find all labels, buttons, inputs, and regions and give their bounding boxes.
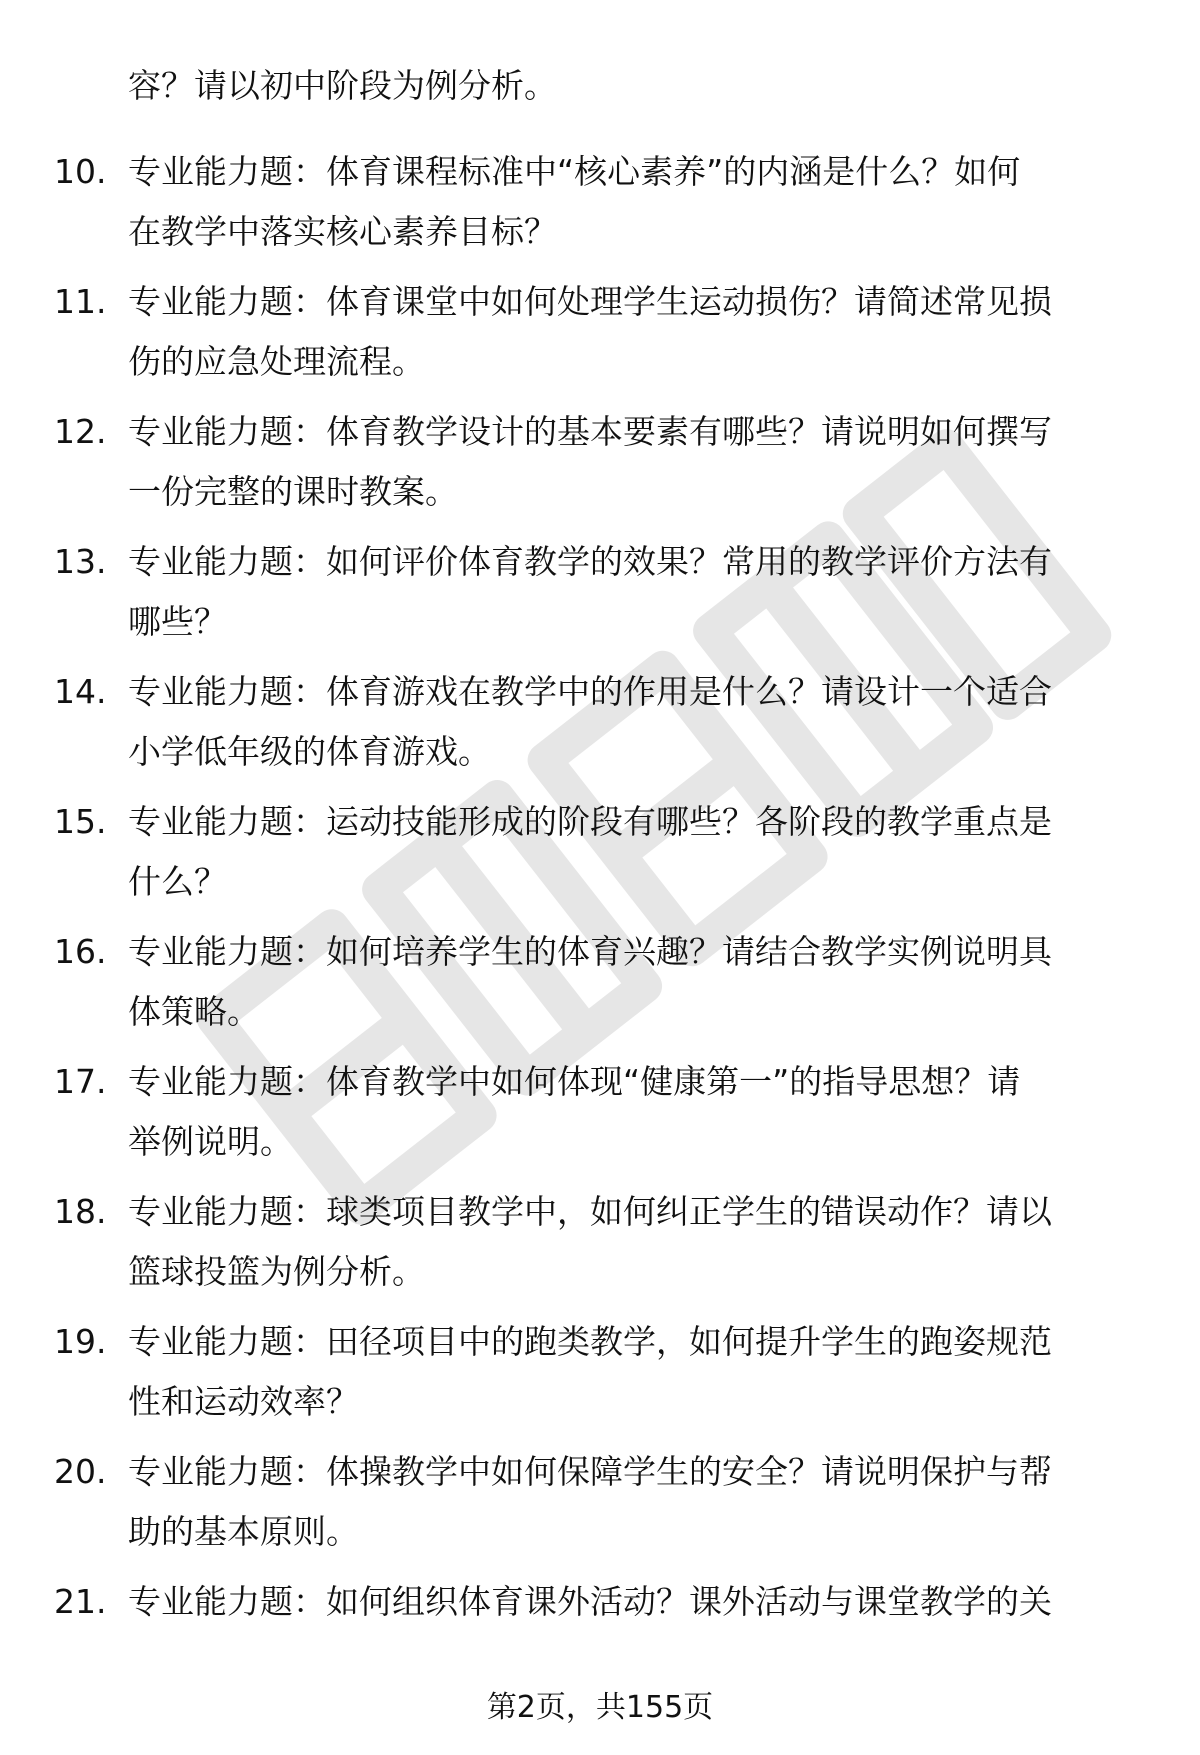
- list-item: [0, 1052, 1200, 1182]
- list-item: [0, 272, 1200, 402]
- question-text-cont: 伤的应急处理流程。: [128, 342, 425, 381]
- list-item: [0, 922, 1200, 1052]
- question-text: 专业能力题：如何评价体育教学的效果？常用的教学评价方法有: [128, 542, 1052, 581]
- question-text-cont: 一份完整的课时教案。: [128, 472, 458, 511]
- question-text: 专业能力题：体操教学中如何保障学生的安全？请说明保护与帮: [128, 1452, 1052, 1491]
- question-text: 专业能力题：如何组织体育课外活动？课外活动与课堂教学的关: [128, 1582, 1052, 1621]
- question-text-cont: 哪些？: [128, 602, 227, 641]
- list-item: [0, 532, 1200, 662]
- question-number: 11.: [54, 282, 107, 321]
- list-item: [0, 1442, 1200, 1572]
- question-number: 18.: [54, 1192, 107, 1231]
- question-text: 专业能力题：体育教学设计的基本要素有哪些？请说明如何撰写: [128, 412, 1052, 451]
- question-text-cont: 体策略。: [128, 992, 260, 1031]
- question-number: 14.: [54, 672, 107, 711]
- question-number: 12.: [54, 412, 107, 451]
- list-item: [0, 1572, 1200, 1642]
- page-footer: 第2页，共155页: [486, 1690, 714, 1725]
- list-item: [0, 792, 1200, 922]
- question-text-cont: 性和运动效率？: [128, 1382, 359, 1421]
- question-number: 10.: [54, 152, 107, 191]
- list-item: [0, 1312, 1200, 1442]
- list-item: [0, 1182, 1200, 1312]
- question-number: 17.: [54, 1062, 107, 1101]
- question-text-cont: 什么？: [128, 862, 227, 901]
- question-number: 21.: [54, 1582, 107, 1621]
- question-text: 专业能力题：体育课程标准中“核心素养”的内涵是什么？如何: [128, 152, 1021, 191]
- question-text: 专业能力题：体育教学中如何体现“健康第一”的指导思想？请: [128, 1062, 1021, 1101]
- question-number: 15.: [54, 802, 107, 841]
- question-text: 专业能力题：球类项目教学中，如何纠正学生的错误动作？请以: [128, 1192, 1052, 1231]
- list-item: [0, 662, 1200, 792]
- question-text: 专业能力题：田径项目中的跑类教学，如何提升学生的跑姿规范: [128, 1322, 1052, 1361]
- question-text: 专业能力题：体育游戏在教学中的作用是什么？请设计一个适合: [128, 672, 1052, 711]
- question-text: 专业能力题：运动技能形成的阶段有哪些？各阶段的教学重点是: [128, 802, 1052, 841]
- list-item: [0, 142, 1200, 272]
- list-item: [0, 402, 1200, 532]
- question-text-cont: 篮球投篮为例分析。: [128, 1252, 425, 1291]
- question-number: 16.: [54, 932, 107, 971]
- question-text-cont: 在教学中落实核心素养目标？: [128, 212, 557, 251]
- continuation-text: 容？请以初中阶段为例分析。: [128, 66, 557, 105]
- question-number: 19.: [54, 1322, 107, 1361]
- question-text: 专业能力题：体育课堂中如何处理学生运动损伤？请简述常见损: [128, 282, 1052, 321]
- question-text-cont: 小学低年级的体育游戏。: [128, 732, 491, 771]
- question-number: 13.: [54, 542, 107, 581]
- question-number: 20.: [54, 1452, 107, 1491]
- question-text-cont: 举例说明。: [128, 1122, 293, 1161]
- question-text-cont: 助的基本原则。: [128, 1512, 359, 1551]
- question-text: 专业能力题：如何培养学生的体育兴趣？请结合教学实例说明具: [128, 932, 1052, 971]
